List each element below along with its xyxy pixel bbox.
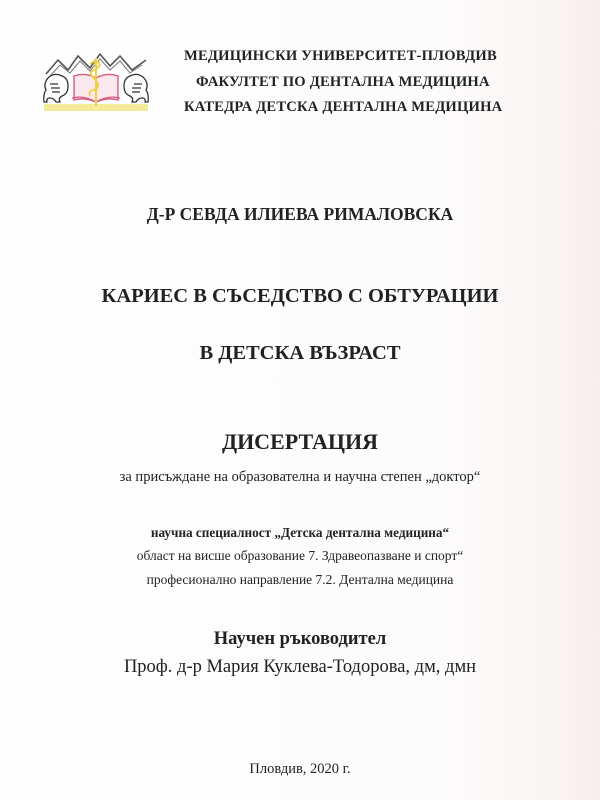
education-area: област на висше образование 7. Здравеопазване и спорт“ — [136, 548, 464, 563]
dissertation-title-line-2: В ДЕТСКА ВЪЗРАСТ — [199, 342, 401, 364]
scientific-specialty: научна специалност „Детска дентална медицина“ — [150, 525, 450, 540]
institution-department: КАТЕДРА ДЕТСКА ДЕНТАЛНА МЕДИЦИНА — [184, 99, 503, 115]
university-crest-icon — [42, 48, 150, 114]
work-type-heading: ДИСЕРТАЦИЯ — [221, 429, 379, 454]
professional-direction: професионално направление 7.2. Дентална медицина — [146, 572, 454, 587]
author-name: Д-Р СЕВДА ИЛИЕВА РИМАЛОВСКА — [146, 204, 454, 224]
supervisor-name: Проф. д-р Мария Куклева-Тодорова, дм, дмн — [123, 657, 477, 677]
institution-university: МЕДИЦИНСКИ УНИВЕРСИТЕТ-ПЛОВДИВ — [184, 48, 497, 64]
place-year: Пловдив, 2020 г. — [249, 761, 351, 777]
dissertation-title-line-1: КАРИЕС В СЪСЕДСТВО С ОБТУРАЦИИ — [101, 285, 499, 307]
supervisor-label: Научен ръководител — [213, 629, 387, 649]
degree-line: за присъждане на образователна и научна степен „доктор“ — [119, 469, 481, 485]
institution-faculty: ФАКУЛТЕТ ПО ДЕНТАЛНА МЕДИЦИНА — [196, 74, 490, 90]
